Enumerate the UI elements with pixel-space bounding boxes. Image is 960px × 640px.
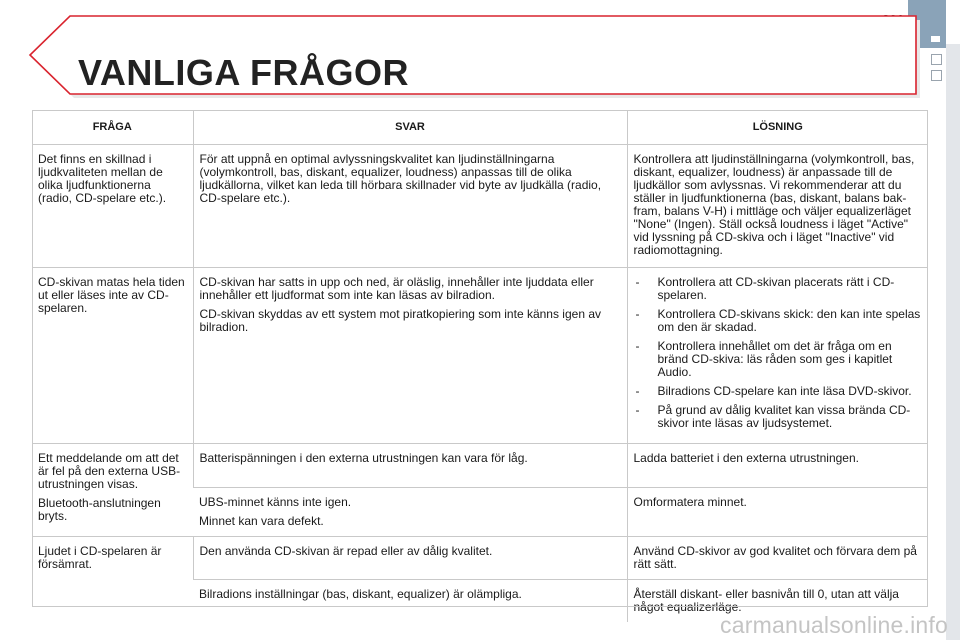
question-cell: Det finns en skillnad i ljudkvaliteten mellan de olika ljudfunktionerna (radio, CD-spelare etc.). <box>32 145 193 268</box>
solution-cell: Omformatera minnet. <box>627 488 928 537</box>
solution-cell: Kontrollera att ljudinställningarna (volymkontroll, bas, diskant, equalizer, loudness) är anpassade till de ljudkällor som avlyssnas. Vi rekommenderar att du ställer in ljudfunktionerna (bas, diskant, balans bak-fram, balans V-H) i mittläge och väljer equalizerläget "None" (Ingen). Ställ också loudness i läget "Active" vid lyssning på CD-skiva och i läget "Inactive" vid radiomottagning. <box>627 145 928 268</box>
question-cell: Ljudet i CD-spelaren är försämrat. <box>38 544 162 571</box>
list-item: - Kontrollera att CD-skivan placerats rätt i CD-spelaren. <box>634 276 923 302</box>
answer-cell: För att uppnå en optimal avlyssningskvalitet kan ljudinställningarna (volymkontroll, bas, diskant, equalizer, loudness) anpassas till de olika ljudkällorna, vilket kan leda till hörbara skillnader vid byte av ljudkälla (radio, CD-spelare etc.). <box>193 145 627 268</box>
chapter-tab-notch <box>931 36 940 42</box>
table-row <box>32 537 928 580</box>
table-row <box>32 444 928 488</box>
page-title: VANLIGA FRÅGOR <box>78 52 409 93</box>
header-question: FRÅGA <box>32 110 193 145</box>
answer-cell: Batterispänningen i den externa utrustningen kan vara för låg. <box>193 444 627 488</box>
solution-bullet-list <box>634 276 923 430</box>
solution-cell: Använd CD-skivor av god kvalitet och förvara dem på rätt sätt. <box>627 537 928 580</box>
bookmark-box-1 <box>931 54 942 65</box>
faq-table <box>32 110 928 622</box>
answer-cell: CD-skivan har satts in upp och ned, är oläslig, innehåller inte ljuddata eller innehåller ett ljudformat som inte kan läsas av bilradion. CD-skivan skyddas av ett system mot piratkopiering som inte känns igen av bilradion. <box>193 268 627 444</box>
side-strip <box>946 44 960 640</box>
solution-cell <box>627 268 928 444</box>
question-cell: CD-skivan matas hela tiden ut eller läses inte av CD-spelaren. <box>32 268 193 444</box>
watermark-text: carmanualsonline.info <box>720 612 948 638</box>
title-area <box>28 14 928 104</box>
list-item: - På grund av dålig kvalitet kan vissa brända CD-skivor inte läsas av ljudsystemet. <box>634 404 923 430</box>
table-header-row <box>32 110 928 145</box>
list-item: - Kontrollera innehållet om det är fråga om en bränd CD-skiva: läs råden som ges i kapitlet Audio. <box>634 340 923 379</box>
question-cell: Ett meddelande om att det är fel på den externa USB-utrustningen visas. Bluetooth-anslutningen bryts. <box>32 444 193 537</box>
list-item: - Kontrollera CD-skivans skick: den kan inte spelas om den är skadad. <box>634 308 923 334</box>
bookmark-box-2 <box>931 70 942 81</box>
solution-cell: Ladda batteriet i den externa utrustningen. <box>627 444 928 488</box>
answer-cell: Den använda CD-skivan är repad eller av dålig kvalitet. <box>193 537 627 580</box>
table-row <box>32 268 928 444</box>
answer-cell: UBS-minnet känns inte igen. Minnet kan vara defekt. <box>193 488 627 537</box>
header-solution: LÖSNING <box>627 110 928 145</box>
list-item: - Bilradions CD-spelare kan inte läsa DVD-skivor. <box>634 385 923 398</box>
answer-cell: Bilradions inställningar (bas, diskant, equalizer) är olämpliga. <box>199 587 522 601</box>
solution-cell: Återställ diskant- eller basnivån till 0, utan att välja något equalizerläge. <box>627 580 928 623</box>
table-row <box>32 145 928 268</box>
header-answer: SVAR <box>193 110 627 145</box>
